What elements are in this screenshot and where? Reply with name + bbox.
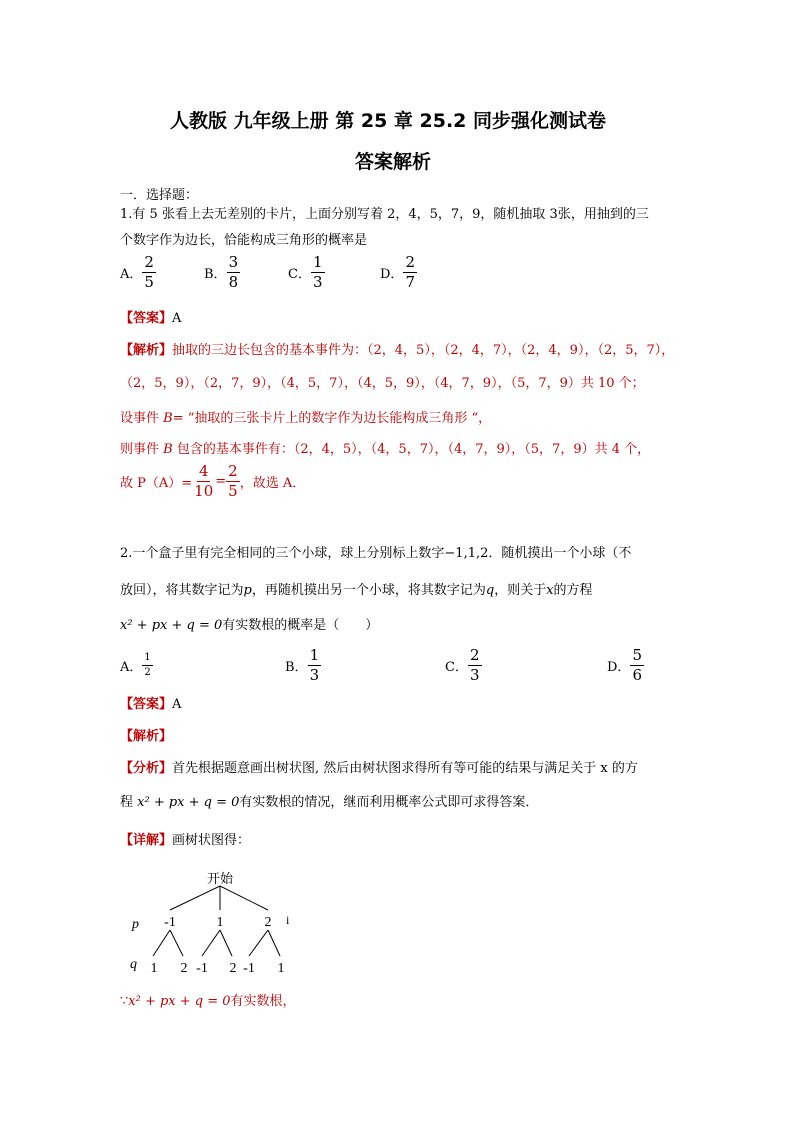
q2-stem-line3 xyxy=(120,614,378,633)
q2-ball-numbers: −1,1,2 xyxy=(444,546,489,561)
q2-options xyxy=(120,648,687,683)
q2-option-b-fraction xyxy=(308,648,322,683)
q2-stem-line2-c: ，则关于 xyxy=(494,583,547,598)
q2-fenxi-line2-pre: 程 xyxy=(120,795,138,810)
q1-conclusion-fraction-1 xyxy=(192,464,215,499)
q1-event-b: B xyxy=(163,411,173,426)
q2-detail-tag: 【详解】 xyxy=(120,833,173,848)
tree-level2-node: -1 xyxy=(243,961,255,976)
q2-fenxi-tag: 【分析】 xyxy=(120,761,173,776)
tree-root: 开始 xyxy=(206,871,234,886)
tree-level2-node: -1 xyxy=(196,961,208,976)
q2-option-c-fraction xyxy=(468,648,482,683)
q2-option-b-den: 3 xyxy=(309,666,320,684)
q2-var-x: x xyxy=(546,583,554,598)
q1-option-b-label: B． xyxy=(204,267,227,282)
q1-analysis-line4-pre: 则事件 xyxy=(120,442,164,457)
since-symbol: ∵ xyxy=(120,994,129,1009)
q1-analysis-text1: 抽取的三边长包含的基本事件为：（2，4，5），（2，4，7），（2，4，9），（2，5，7）， xyxy=(172,343,675,358)
q1-conclusion-post: ，故选 A． xyxy=(239,476,306,491)
section-label: 一．选择题： xyxy=(120,188,199,203)
q2-stem-line2-b: ，再随机摸出另一个小球，将其数字记为 xyxy=(251,583,486,598)
q1-option-b-fraction xyxy=(227,255,241,290)
q2-fenxi-equation: x² + px + q = 0 xyxy=(137,795,240,810)
q1-analysis-line4 xyxy=(120,438,650,457)
q1-options xyxy=(120,255,464,290)
q1-conclusion-f2-num: 2 xyxy=(228,462,238,480)
q1-option-a-fraction xyxy=(142,255,156,290)
q1-option-d-den: 7 xyxy=(405,273,415,291)
q2-analysis-tag: 【解析】 xyxy=(120,729,173,744)
tree-level2-node: 1 xyxy=(277,961,285,976)
q1-option-a-num: 2 xyxy=(144,253,154,271)
tree-level1-node: 1 xyxy=(216,915,224,930)
q1-analysis-line3-post: = “抽取的三张卡片上的数字作为边长能构成三角形 “， xyxy=(172,411,492,426)
q2-answer-value: A xyxy=(172,697,182,712)
q2-option-b-label: B． xyxy=(285,660,308,675)
q2-option-d-den: 6 xyxy=(632,666,642,684)
q1-option-a xyxy=(120,255,204,290)
q1-answer-value: A xyxy=(172,311,182,326)
q2-detail xyxy=(120,829,250,848)
q2-detail-text: 画树状图得： xyxy=(172,833,251,848)
q2-option-d-fraction xyxy=(630,648,644,683)
q1-conclusion-pre: 故 P（A）= xyxy=(120,476,193,491)
page-subtitle: 答案解析 xyxy=(355,151,432,173)
q1-stem-line1: 1.有 5 张看上去无差别的卡片，上面分别写着 2，4，5，7，9，随机抽取 3张，用抽到的三 xyxy=(120,207,649,222)
q2-stem-line3-post: 有实数根的概率是（ ） xyxy=(222,618,379,633)
q1-option-a-label: A． xyxy=(120,267,143,282)
q2-option-d-label: D． xyxy=(607,660,631,675)
q2-option-a xyxy=(120,648,285,683)
q1-answer-tag: 【答案】 xyxy=(120,311,173,326)
tree-level2-node: 1 xyxy=(150,961,158,976)
q2-answer-tag: 【答案】 xyxy=(120,697,173,712)
q1-conclusion-f1-num: 4 xyxy=(198,462,209,480)
q2-answer xyxy=(120,693,181,712)
q1-conclusion-f1-den: 10 xyxy=(194,482,214,500)
q2-fenxi-line2 xyxy=(120,791,538,810)
q1-analysis-line3 xyxy=(120,407,491,426)
q1-analysis-tag: 【解析】 xyxy=(120,343,173,358)
q2-var-q: q xyxy=(485,583,495,598)
q1-option-c-den: 3 xyxy=(312,273,323,291)
q2-var-p: p xyxy=(243,583,252,598)
tree-level2-node: 2 xyxy=(180,961,188,976)
q2-since-line xyxy=(120,990,296,1009)
q2-option-d-num: 5 xyxy=(632,646,642,664)
q2-option-a-label: A． xyxy=(120,660,143,675)
q1-stem-line2: 个数字作为边长，恰能构成三角形的概率是 xyxy=(120,233,368,248)
q2-fenxi-line1 xyxy=(120,757,638,776)
q1-option-d-label: D． xyxy=(380,267,404,282)
q2-fenxi-text1: 首先根据题意画出树状图, 然后由树状图求得所有等可能的结果与满足关于 x 的方 xyxy=(172,761,638,776)
q1-option-c-label: C． xyxy=(288,267,311,282)
tree-row-label-p: p xyxy=(132,917,139,932)
q1-option-c xyxy=(288,255,380,290)
q2-option-b-num: 1 xyxy=(309,646,320,664)
q1-conclusion-f2-den: 5 xyxy=(228,482,238,500)
q1-conclusion-eq: = xyxy=(215,474,227,489)
q2-since-post: 有实数根， xyxy=(230,994,296,1009)
q1-option-c-fraction xyxy=(311,255,325,290)
q2-stem-line1-post: ．随机摸出一个小球（不 xyxy=(488,546,632,561)
q1-event-b-2: B xyxy=(163,442,173,457)
q1-option-b-num: 3 xyxy=(228,253,239,271)
tree-row-label-q: q xyxy=(130,957,137,972)
tree-level1-node: 2 xyxy=(264,915,272,930)
tree-level2-node: 2 xyxy=(229,961,237,976)
q2-stem-line2 xyxy=(120,579,593,598)
q2-option-c-den: 3 xyxy=(469,666,480,684)
page-title: 人教版 九年级上册 第 25 章 25.2 同步强化测试卷 xyxy=(170,110,607,132)
q2-option-a-den: 2 xyxy=(144,667,151,678)
q1-option-a-den: 5 xyxy=(144,273,154,291)
q2-stem-line2-a: 放回），将其数字记为 xyxy=(120,583,244,598)
q1-analysis-line1 xyxy=(120,339,674,358)
q2-fenxi-line2-post: 有实数根的情况，继而利用概率公式即可求得答案． xyxy=(239,795,539,810)
q1-option-d-num: 2 xyxy=(405,253,415,271)
q2-stem-line1-pre: 2.一个盒子里有完全相同的三个小球，球上分别标上数字 xyxy=(120,546,445,561)
q2-stem-line1 xyxy=(120,542,631,561)
q1-option-d xyxy=(380,255,464,290)
q2-option-c-num: 2 xyxy=(469,646,480,664)
q2-option-d xyxy=(607,648,687,683)
q2-equation: x² + px + q = 0 xyxy=(120,618,223,633)
q1-analysis-line2: （2，5，9），（2，7，9），（4，5，7），（4，5，9），（4，7，9），（5，7，9）共 10 个； xyxy=(120,376,645,391)
q1-option-d-fraction xyxy=(403,255,417,290)
q1-conclusion-fraction-2 xyxy=(226,464,240,499)
q1-answer xyxy=(120,307,181,326)
q1-option-c-num: 1 xyxy=(312,253,323,271)
q1-conclusion xyxy=(120,464,305,499)
q2-option-c-label: C． xyxy=(445,660,468,675)
q2-since-equation: x² + px + q = 0 xyxy=(128,994,231,1009)
q1-option-b-den: 8 xyxy=(228,273,239,291)
q2-option-c xyxy=(445,648,607,683)
q1-analysis-line4-post: 包含的基本事件有：（2，4，5），（4，5，7），（4，7，9），（5，7，9）共 4 个， xyxy=(172,442,651,457)
tree-diagram xyxy=(120,866,320,981)
q2-option-a-num: 1 xyxy=(142,653,152,666)
tree-level1-node: -1 xyxy=(164,915,176,930)
tree-stray-mark: i xyxy=(286,913,290,927)
q1-analysis-line3-pre: 设事件 xyxy=(120,411,164,426)
q2-option-b xyxy=(285,648,445,683)
q2-option-a-fraction xyxy=(142,653,152,678)
q1-option-b xyxy=(204,255,288,290)
q2-stem-line2-d: 的方程 xyxy=(553,583,593,598)
